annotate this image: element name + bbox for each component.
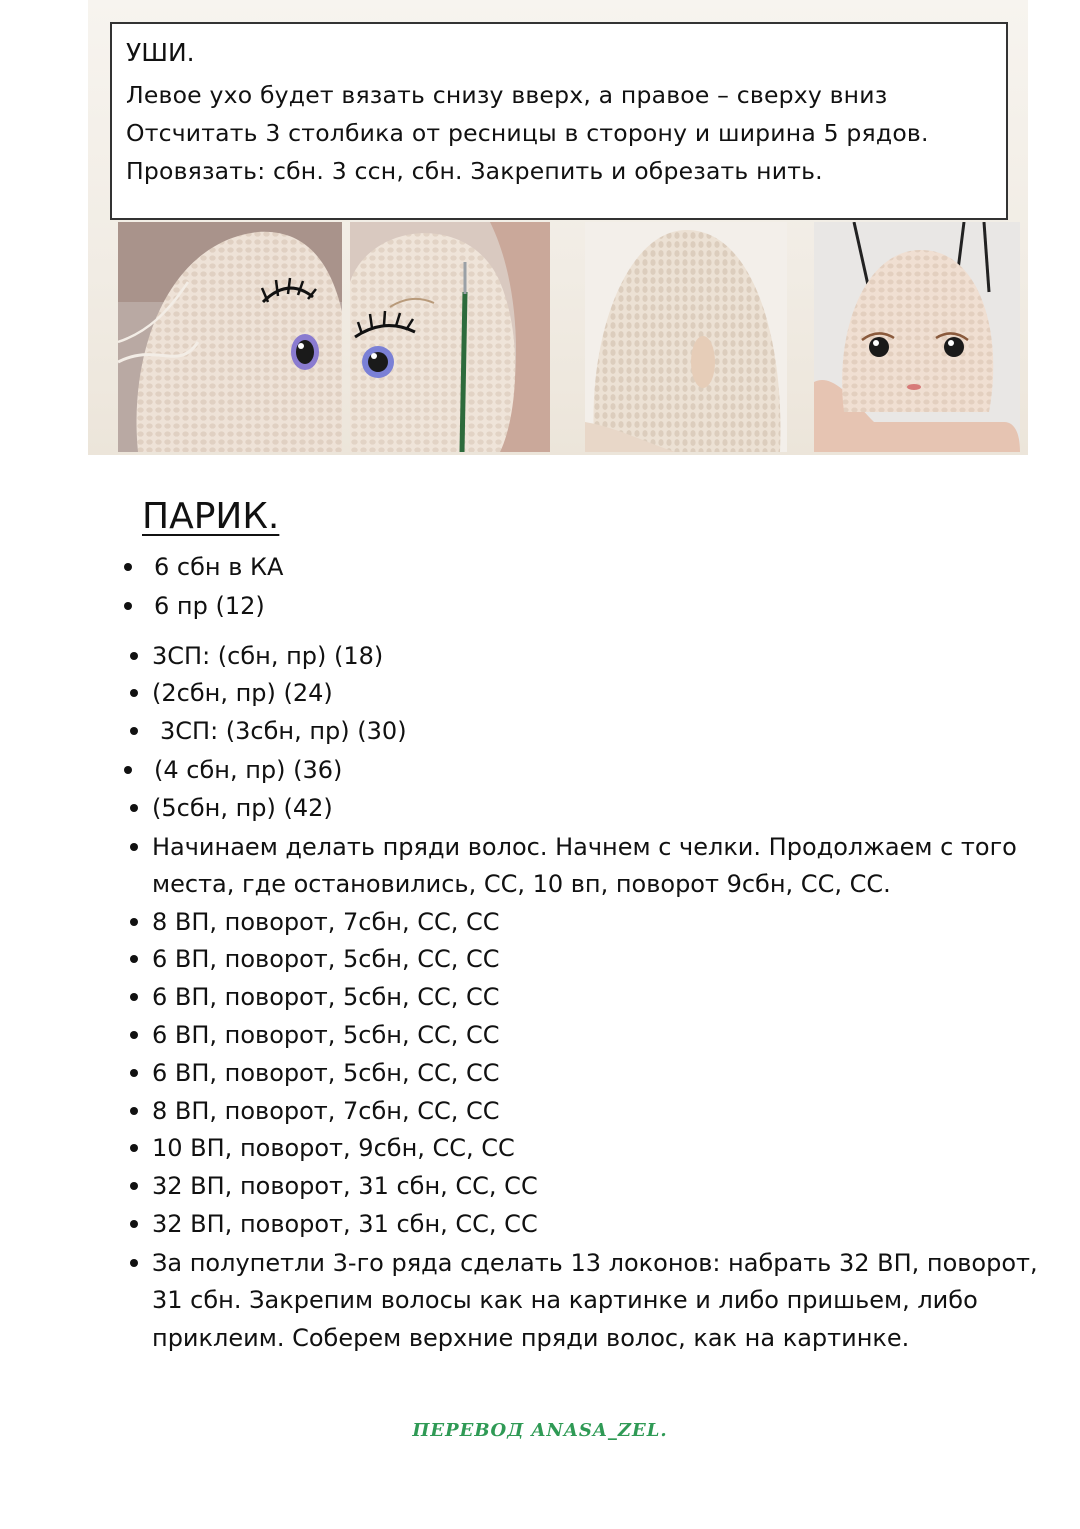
wig-step-5: 3СП: (3сбн, пр) (30)	[160, 712, 407, 750]
wig-title: ПАРИК.	[142, 496, 280, 537]
wig-step-1: 6 сбн в КА	[154, 548, 283, 586]
wig-step-4: (2сбн, пр) (24)	[152, 674, 333, 712]
wig-step-15: 10 ВП, поворот, 9сбн, СС, СС	[152, 1129, 515, 1167]
crochet-head-with-hook-photo	[350, 222, 550, 452]
ears-line-3: Провязать: сбн. 3 ссн, сбн. Закрепить и обрезать нить.	[126, 157, 823, 185]
ears-line-2: Отсчитать 3 столбика от ресницы в сторону и ширина 5 рядов.	[126, 119, 929, 147]
crochet-head-finished-face-photo	[814, 222, 1020, 452]
translation-credit: ПЕРЕВОД ANASA_ZEL.	[412, 1420, 668, 1441]
wig-step-2: 6 пр (12)	[154, 587, 265, 625]
wig-step-16: 32 ВП, поворот, 31 сбн, СС, СС	[152, 1167, 538, 1205]
wig-step-12: 6 ВП, поворот, 5сбн, СС, СС	[152, 1016, 500, 1054]
wig-step-13: 6 ВП, поворот, 5сбн, СС, СС	[152, 1054, 500, 1092]
wig-step-8-continued: места, где остановились, СС, 10 вп, поворот 9сбн, СС, СС.	[152, 870, 891, 898]
ears-line-1: Левое ухо будет вязать снизу вверх, а правое – сверху вниз	[126, 81, 888, 109]
crochet-head-with-eyelashes-photo	[118, 222, 342, 452]
wig-step-18-line-3: приклеим. Соберем верхние пряди волос, как на картинке.	[152, 1324, 910, 1352]
wig-step-6: (4 сбн, пр) (36)	[154, 751, 342, 789]
wig-step-14: 8 ВП, поворот, 7сбн, СС, СС	[152, 1092, 500, 1130]
wig-step-17: 32 ВП, поворот, 31 сбн, СС, СС	[152, 1205, 538, 1243]
wig-step-9: 8 ВП, поворот, 7сбн, СС, СС	[152, 903, 500, 941]
crochet-head-back-ear-photo	[585, 222, 787, 452]
wig-step-8: Начинаем делать пряди волос. Начнем с челки. Продолжаем с того	[152, 828, 1017, 866]
wig-step-11: 6 ВП, поворот, 5сбн, СС, СС	[152, 978, 500, 1016]
wig-step-3: 3СП: (сбн, пр) (18)	[152, 637, 383, 675]
wig-step-7: (5сбн, пр) (42)	[152, 789, 333, 827]
ears-title: УШИ.	[126, 38, 195, 67]
wig-step-18: За полупетли 3-го ряда сделать 13 локонов: набрать 32 ВП, поворот,	[152, 1244, 1038, 1282]
wig-step-18-line-2: 31 сбн. Закрепим волосы как на картинке и либо пришьем, либо	[152, 1286, 978, 1314]
wig-step-10: 6 ВП, поворот, 5сбн, СС, СС	[152, 940, 500, 978]
ears-instructions-box	[110, 22, 1008, 220]
